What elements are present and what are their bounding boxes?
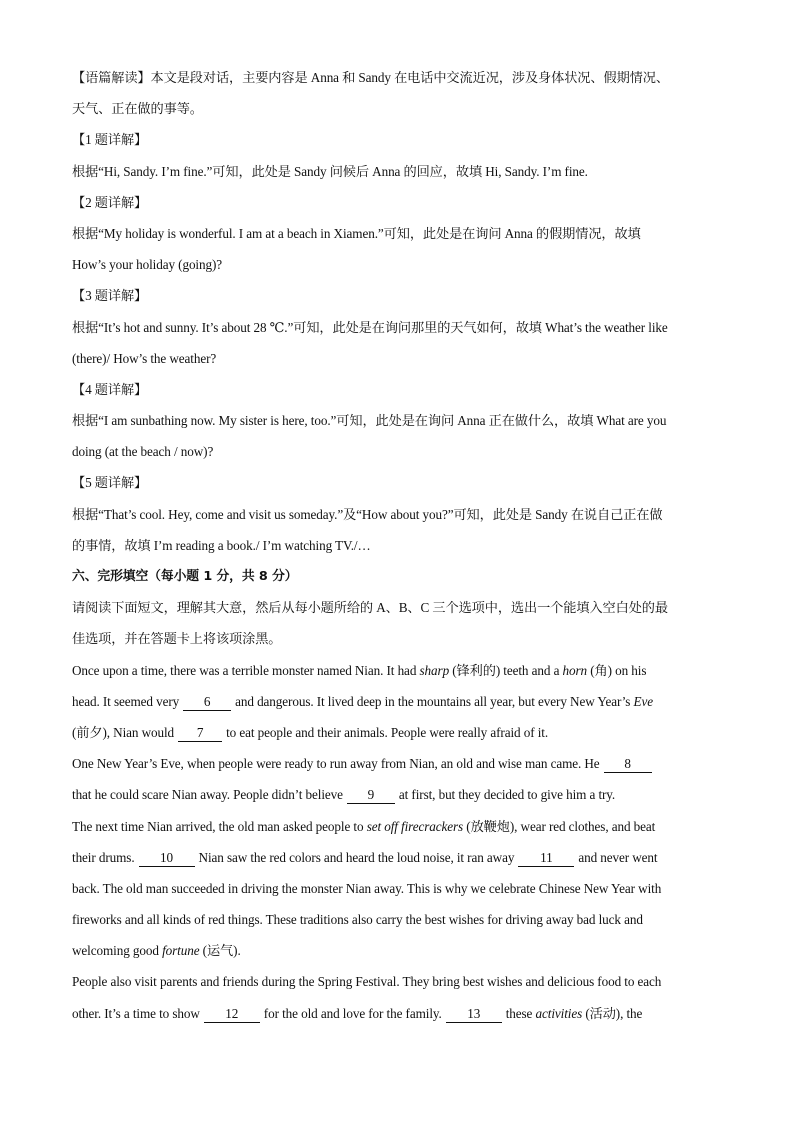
passage-line-6: The next time Nian arrived, the old man asked people to set off firecrackers (放鞭炮), wear red clothes, and beat [72, 818, 656, 834]
q4-explanation-line-2: doing (at the beach / now)? [72, 444, 214, 460]
q4-explanation-line-1: 根据“I am sunbathing now. My sister is here, too.”可知，此处是在询问 Anna 正在做什么，故填 What are you [72, 413, 667, 429]
passage-line-5: that he could scare Nian away. People didn’t believe 9 at first, but they decided to give him a try. [72, 787, 616, 803]
passage-line-8: back. The old man succeeded in driving the monster Nian away. This is why we celebrate Chinese New Year with [72, 880, 662, 896]
q5-explanation-line-2: 的事情，故填 I’m reading a book./ I’m watching TV./… [72, 537, 371, 553]
passage-line-11: People also visit parents and friends during the Spring Festival. They bring best wishes and delicious food to each [72, 974, 662, 990]
q1-label: 【1 题详解】 [72, 132, 148, 148]
blank-6[interactable]: 6 [183, 694, 231, 711]
analysis-intro-line-1: 【语篇解读】本文是段对话，主要内容是 Anna 和 Sandy 在电话中交流近况，涉及身体状况、假期情况、 [72, 70, 669, 85]
blank-7[interactable]: 7 [178, 725, 222, 742]
q1-explanation: 根据“Hi, Sandy. I’m fine.”可知，此处是 Sandy 问候后 Anna 的回应，故填 Hi, Sandy. I’m fine. [72, 163, 588, 179]
blank-10[interactable]: 10 [139, 850, 195, 867]
q2-label: 【2 题详解】 [72, 194, 148, 210]
blank-11[interactable]: 11 [518, 850, 574, 867]
passage-line-10: welcoming good fortune (运气). [72, 943, 241, 959]
q3-explanation-line-1: 根据“It’s hot and sunny. It’s about 28 ℃.”可知，此处是在询问那里的天气如何，故填 What’s the weather like [72, 319, 668, 335]
instructions-line-2: 佳选项，并在答题卡上将该项涂黑。 [72, 631, 282, 647]
analysis-intro-line-2: 天气、正在做的事等。 [72, 101, 203, 117]
passage-line-9: fireworks and all kinds of red things. These traditions also carry the best wishes for driving away bad luck and [72, 912, 643, 928]
passage-line-1: Once upon a time, there was a terrible monster named Nian. It had sharp (锋利的) teeth and a horn (角) on his [72, 662, 647, 678]
q2-explanation-line-2: How’s your holiday (going)? [72, 257, 223, 273]
q4-label: 【4 题详解】 [72, 381, 148, 397]
passage-line-4: One New Year’s Eve, when people were ready to run away from Nian, an old and wise man came. He 8 [72, 748, 722, 779]
q3-explanation-line-2: (there)/ How’s the weather? [72, 350, 217, 366]
document-page [72, 62, 722, 1029]
passage-line-3: (前夕), Nian would 7 to eat people and their animals. People were really afraid of it. [72, 724, 549, 740]
q2-explanation-line-1: 根据“My holiday is wonderful. I am at a beach in Xiamen.”可知，此处是在询问 Anna 的假期情况，故填 [72, 225, 641, 241]
blank-8[interactable]: 8 [604, 756, 652, 773]
passage-line-2: head. It seemed very 6 and dangerous. It lived deep in the mountains all year, but every New Year’s Eve [72, 693, 653, 709]
blank-13[interactable]: 13 [446, 1006, 502, 1023]
passage-line-7: their drums. 10 Nian saw the red colors and heard the loud noise, it ran away 11 and never went [72, 849, 658, 865]
blank-9[interactable]: 9 [347, 787, 395, 804]
blank-12[interactable]: 12 [204, 1006, 260, 1023]
q5-label: 【5 题详解】 [72, 475, 148, 491]
q5-explanation-line-1: 根据“That’s cool. Hey, come and visit us someday.”及“How about you?”可知，此处是 Sandy 在说自己正在做 [72, 506, 663, 522]
section-heading: 六、完形填空（每小题 1 分，共 8 分） [72, 569, 298, 584]
passage-line-12: other. It’s a time to show 12 for the old and love for the family. 13 these activities (活动), the [72, 1005, 643, 1021]
instructions-line-1: 请阅读下面短文，理解其大意，然后从每小题所给的 A、B、C 三个选项中，选出一个能填入空白处的最 [72, 600, 668, 616]
q3-label: 【3 题详解】 [72, 288, 148, 304]
